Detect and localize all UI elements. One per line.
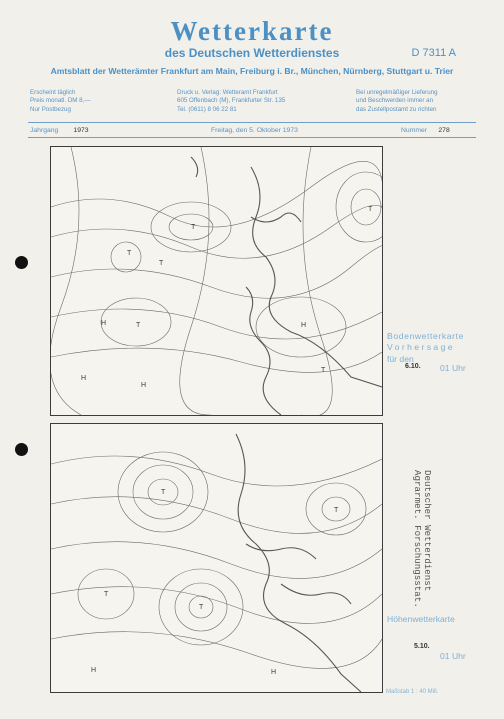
- info-line: 605 Offenbach (M), Frankfurter Str. 135: [177, 97, 286, 105]
- pressure-label: T: [136, 322, 141, 329]
- pressure-label: T: [191, 224, 196, 231]
- pressure-label: T: [199, 604, 204, 611]
- info-line: Nur Postbezug: [30, 105, 71, 113]
- pressure-label: T: [334, 507, 339, 514]
- info-line: das Zustellpostamt zu richten: [356, 105, 437, 113]
- issue-divider: [28, 137, 476, 138]
- pressure-label: T: [321, 367, 326, 374]
- upper-map-drawing: [51, 424, 382, 692]
- pressure-label: T: [104, 591, 109, 598]
- authority-line: Amtsblatt der Wetterämter Frankfurt am Main, Freiburg i. Br., München, Nürnberg, Stuttgart u. Trier: [50, 66, 454, 76]
- surface-map-for-label: für den: [387, 354, 414, 364]
- pressure-label: H: [141, 382, 147, 389]
- upper-map-date: 5.10.: [414, 643, 430, 650]
- surface-map-drawing: [51, 147, 382, 415]
- nummer-value: 278: [438, 127, 450, 134]
- stamp-line: Deutscher Wetterdienst: [422, 470, 433, 592]
- complaints-info: [356, 89, 438, 114]
- surface-map-time: 01 Uhr: [440, 363, 466, 373]
- masthead-title: Wetterkarte: [170, 16, 334, 46]
- pressure-label: H: [301, 322, 307, 329]
- jahrgang: [30, 127, 89, 134]
- upper-air-map: [50, 423, 383, 693]
- pressure-label: H: [91, 667, 97, 674]
- document-code: D 7311 A: [411, 47, 456, 59]
- punch-hole: [15, 443, 28, 456]
- subscription-info: [30, 89, 91, 114]
- nummer-label: Nummer: [401, 127, 428, 134]
- pressure-label: T: [161, 489, 166, 496]
- upper-map-title: Höhenwetterkarte: [387, 614, 455, 624]
- punch-hole: [15, 256, 28, 269]
- pressure-label: T: [368, 206, 373, 213]
- info-line: Tel. (0611) 8 06 22 81: [177, 105, 237, 113]
- jahrgang-label: Jahrgang: [30, 127, 59, 134]
- surface-map-title: Bodenwetterkarte: [387, 331, 464, 341]
- archive-stamp: [412, 470, 432, 608]
- surface-map-forecast: Vorhersage: [387, 342, 455, 352]
- jahrgang-value: 1973: [73, 127, 89, 134]
- info-line: Bei unregelmäßiger Lieferung: [356, 89, 438, 96]
- pressure-label: H: [271, 669, 277, 676]
- pressure-label: T: [159, 260, 164, 267]
- masthead-subtitle: des Deutschen Wetterdienstes: [164, 46, 340, 60]
- pressure-label: H: [101, 320, 107, 327]
- map-scale: Maßstab 1 : 40 Mill.: [386, 689, 439, 695]
- info-line: Erscheint täglich: [30, 89, 76, 96]
- stamp-line: Agrarmet. Forschungsstat.: [412, 470, 423, 608]
- pressure-label: H: [81, 375, 87, 382]
- nummer: [401, 127, 450, 134]
- issue-date: Freitag, den 5. Oktober 1973: [211, 127, 298, 134]
- header-divider: [28, 122, 476, 123]
- info-line: und Beschwerden immer an: [356, 97, 434, 105]
- surface-weather-map: [50, 146, 383, 416]
- info-line: Preis monatl. DM 8,—: [30, 97, 91, 105]
- upper-map-time: 01 Uhr: [440, 651, 466, 661]
- surface-map-date: 6.10.: [405, 363, 421, 370]
- info-line: Druck u. Verlag: Wetteramt Frankfurt: [177, 89, 278, 96]
- publisher-info: [177, 89, 285, 114]
- pressure-label: T: [127, 250, 132, 257]
